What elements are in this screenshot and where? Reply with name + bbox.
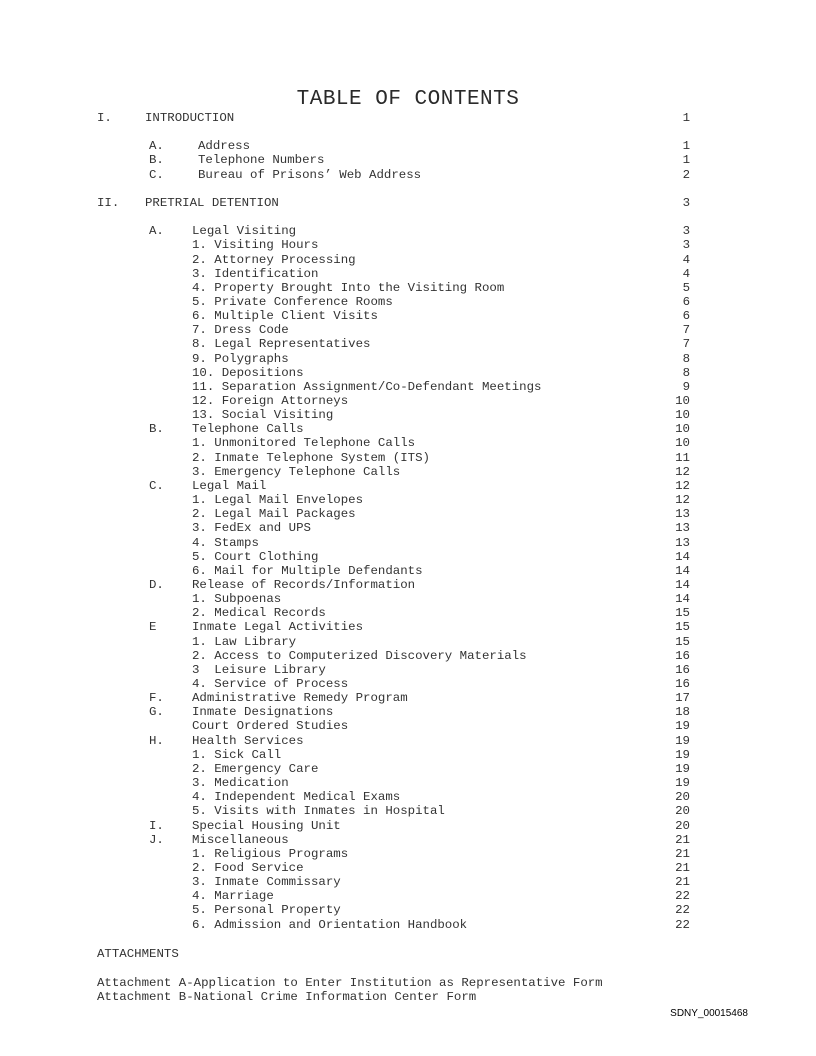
toc-subsection-row	[0, 819, 816, 833]
toc-page-number: 13	[675, 507, 690, 522]
toc-page-number: 6	[682, 309, 690, 324]
bates-number: SDNY_00015468	[670, 1008, 748, 1019]
toc-page-number: 16	[675, 662, 690, 677]
toc-topic-row	[0, 889, 816, 903]
toc-topic-row	[0, 564, 816, 578]
topic-title: 5. Private Conference Rooms	[192, 294, 393, 309]
section-number: II.	[97, 195, 120, 210]
toc-page-number: 15	[675, 606, 690, 621]
subsection-title: Legal Visiting	[192, 224, 297, 239]
toc-topic-row	[0, 507, 816, 521]
subsection-letter: A.	[149, 224, 164, 239]
topic-title: 1. Law Library	[192, 634, 297, 649]
toc-page-number: 17	[675, 691, 690, 706]
toc-topic-row	[0, 493, 816, 507]
topic-title: 5. Personal Property	[192, 903, 341, 918]
toc-page-number: 22	[675, 903, 690, 918]
toc-page-number: 13	[675, 521, 690, 536]
toc-topic-row	[0, 295, 816, 309]
attachment-item: Attachment A-Application to Enter Institution as Representative Form	[97, 976, 603, 990]
toc-page-number: 20	[675, 790, 690, 805]
topic-title: 10. Depositions	[192, 365, 304, 380]
subsection-letter: E	[149, 620, 157, 635]
topic-title: 2. Access to Computerized Discovery Materials	[192, 648, 527, 663]
topic-title: 5. Visits with Inmates in Hospital	[192, 804, 445, 819]
toc-topic-row	[0, 550, 816, 564]
topic-title: 12. Foreign Attorneys	[192, 394, 349, 408]
toc-page-number: 1	[682, 139, 690, 154]
toc-topic-row	[0, 253, 816, 267]
subsection-letter: I.	[149, 818, 164, 833]
toc-page-number: 19	[675, 776, 690, 791]
subsection-title: Address	[198, 139, 251, 154]
toc-page-number: 2	[682, 167, 690, 182]
topic-title: 1. Legal Mail Envelopes	[192, 493, 364, 508]
toc-topic-row	[0, 366, 816, 380]
toc-topic-row	[0, 536, 816, 550]
topic-title: 4. Stamps	[192, 535, 259, 550]
toc-page-number: 22	[675, 889, 690, 904]
toc-topic-row	[0, 394, 816, 408]
toc-topic-row	[0, 861, 816, 875]
toc-topic-row	[0, 592, 816, 606]
toc-topic-row	[0, 238, 816, 252]
subsection-title: Telephone Numbers	[198, 153, 325, 168]
toc-topic-row	[0, 323, 816, 337]
toc-topic-row	[0, 635, 816, 649]
attachments-heading-row	[0, 947, 816, 961]
toc-page-number: 6	[682, 294, 690, 309]
subsection-letter: A.	[149, 139, 164, 154]
toc-page-number: 22	[675, 917, 690, 932]
topic-title: 7. Dress Code	[192, 323, 289, 338]
toc-topic-row	[0, 337, 816, 351]
toc-page-number: 12	[675, 478, 690, 493]
toc-page-number: 16	[675, 648, 690, 663]
topic-title: 3. Medication	[192, 776, 289, 791]
subsection-title: Special Housing Unit	[192, 818, 341, 833]
topic-title: 3. Inmate Commissary	[192, 875, 341, 890]
attachment-item: Attachment B-National Crime Information Center Form	[97, 990, 477, 1005]
toc-topic-row	[0, 309, 816, 323]
toc-page-number: 1	[682, 153, 690, 168]
toc-topic-row	[0, 776, 816, 790]
toc-page-number: 21	[675, 875, 690, 890]
toc-page-number: 19	[675, 761, 690, 776]
subsection-letter: J.	[149, 832, 164, 847]
toc-page-number: 7	[682, 337, 690, 352]
toc-topic-row	[0, 762, 816, 776]
toc-topic-row	[0, 521, 816, 535]
toc-page-number: 10	[675, 436, 690, 451]
toc-topic-row	[0, 875, 816, 889]
toc-page-number: 19	[675, 747, 690, 762]
toc-section-row	[0, 196, 816, 210]
toc-subsection-row	[0, 620, 816, 634]
toc-page-number: 10	[675, 394, 690, 408]
toc-section-row	[0, 111, 816, 125]
toc-subsection-row	[0, 833, 816, 847]
topic-title: 2. Medical Records	[192, 606, 326, 621]
toc-page-number: 19	[675, 719, 690, 734]
topic-title: 4. Property Brought Into the Visiting Room	[192, 280, 505, 295]
toc-topic-row	[0, 663, 816, 677]
topic-title: 1. Religious Programs	[192, 846, 349, 861]
topic-title: 4. Marriage	[192, 889, 274, 904]
toc-topic-row	[0, 649, 816, 663]
toc-page-number: 21	[675, 846, 690, 861]
topic-title: 6. Multiple Client Visits	[192, 309, 378, 324]
topic-title: 3. Identification	[192, 266, 319, 281]
toc-topic-row	[0, 281, 816, 295]
topic-title: 3 Leisure Library	[192, 662, 326, 677]
subsection-title: Legal Mail	[192, 478, 267, 493]
subsection-title: Miscellaneous	[192, 832, 289, 847]
topic-title: 13. Social Visiting	[192, 408, 334, 423]
toc-page-number: 21	[675, 832, 690, 847]
toc-page-number: 11	[675, 450, 690, 465]
toc-page-number: 20	[675, 818, 690, 833]
toc-topic-row	[0, 677, 816, 691]
toc-topic-row	[0, 804, 816, 818]
toc-subsection-row	[0, 139, 816, 153]
toc-page-number: 13	[675, 535, 690, 550]
toc-page-number: 10	[675, 422, 690, 437]
topic-title: 2. Food Service	[192, 860, 304, 875]
toc-page-number: 12	[675, 464, 690, 479]
toc-page-number: 4	[682, 266, 690, 281]
toc-page-number: 15	[675, 634, 690, 649]
subsection-letter: D.	[149, 577, 164, 592]
toc-topic-row	[0, 465, 816, 479]
topic-title: 3. FedEx and UPS	[192, 521, 311, 536]
toc-page-number: 10	[675, 408, 690, 423]
attachments-heading: ATTACHMENTS	[97, 947, 179, 961]
topic-title: 6. Mail for Multiple Defendants	[192, 563, 423, 578]
toc-topic-row	[0, 918, 816, 932]
topic-title: 6. Admission and Orientation Handbook	[192, 917, 468, 932]
toc-subsection-row	[0, 578, 816, 592]
toc-topic-row	[0, 408, 816, 422]
toc-page-number: 14	[675, 577, 690, 592]
toc-page-number: 9	[682, 379, 690, 394]
topic-title: 2. Attorney Processing	[192, 252, 356, 267]
topic-title: 1. Unmonitored Telephone Calls	[192, 436, 416, 451]
toc-topic-row	[0, 267, 816, 281]
toc-topic-row	[0, 436, 816, 450]
toc-page-number: 15	[675, 620, 690, 635]
subsection-title: Inmate Designations	[192, 705, 334, 720]
subsection-letter: B.	[149, 422, 164, 437]
toc-page-number: 12	[675, 493, 690, 508]
subsection-letter: C.	[149, 478, 164, 493]
subsection-title: Telephone Calls	[192, 422, 304, 437]
toc-page-number: 3	[682, 238, 690, 253]
toc-page-number: 8	[682, 365, 690, 380]
topic-title: 2. Inmate Telephone System (ITS)	[192, 450, 430, 465]
toc-page-number: 21	[675, 860, 690, 875]
toc-page-number: 14	[675, 592, 690, 607]
subsection-title: Administrative Remedy Program	[192, 691, 408, 706]
toc-topic-row	[0, 903, 816, 917]
toc-subsection-row	[0, 734, 816, 748]
toc-subsection-row	[0, 705, 816, 719]
toc-page-number: 20	[675, 804, 690, 819]
attachment-row	[0, 990, 816, 1004]
toc-topic-row	[0, 847, 816, 861]
toc-topic-row	[0, 352, 816, 366]
subsection-title: Inmate Legal Activities	[192, 620, 364, 635]
toc-page-number: 3	[682, 195, 690, 210]
topic-title: 9. Polygraphs	[192, 351, 289, 366]
toc-page-number: 5	[682, 280, 690, 295]
toc-topic-row	[0, 451, 816, 465]
topic-title: 2. Emergency Care	[192, 761, 319, 776]
toc-subsection-row	[0, 479, 816, 493]
topic-title: 1. Visiting Hours	[192, 238, 319, 253]
toc-page-number: 4	[682, 252, 690, 267]
toc-subsection-row	[0, 168, 816, 182]
toc-page-number: 1	[682, 111, 690, 125]
toc-subsection-row	[0, 691, 816, 705]
topic-title: 2. Legal Mail Packages	[192, 507, 356, 522]
toc-page-number: 3	[682, 224, 690, 239]
toc-page-number: 8	[682, 351, 690, 366]
subsection-title: Release of Records/Information	[192, 577, 416, 592]
topic-title: 11. Separation Assignment/Co-Defendant Meetings	[192, 379, 542, 394]
toc-topic-row	[0, 606, 816, 620]
section-number: I.	[97, 111, 112, 125]
toc-subsection-row	[0, 422, 816, 436]
subsection-letter: G.	[149, 705, 164, 720]
section-title: PRETRIAL DETENTION	[145, 195, 279, 210]
toc-page-number: 19	[675, 733, 690, 748]
topic-title: 5. Court Clothing	[192, 549, 319, 564]
toc-topic-row	[0, 719, 816, 733]
topic-title: 1. Sick Call	[192, 747, 282, 762]
toc-topic-row	[0, 748, 816, 762]
toc-page-number: 16	[675, 677, 690, 691]
toc-topic-row	[0, 380, 816, 394]
subsection-title: Bureau of Prisons’ Web Address	[198, 167, 422, 182]
topic-title: Court Ordered Studies	[192, 719, 349, 734]
toc-page-number: 7	[682, 323, 690, 338]
page-title: TABLE OF CONTENTS	[296, 88, 520, 111]
toc-page-number: 14	[675, 549, 690, 564]
topic-title: 1. Subpoenas	[192, 592, 282, 607]
subsection-letter: C.	[149, 167, 164, 182]
toc-topic-row	[0, 790, 816, 804]
subsection-title: Health Services	[192, 733, 304, 748]
topic-title: 8. Legal Representatives	[192, 337, 371, 352]
topic-title: 3. Emergency Telephone Calls	[192, 464, 401, 479]
toc-page-number: 18	[675, 705, 690, 720]
topic-title: 4. Service of Process	[192, 677, 349, 691]
toc-subsection-row	[0, 153, 816, 167]
subsection-letter: F.	[149, 691, 164, 706]
topic-title: 4. Independent Medical Exams	[192, 790, 401, 805]
subsection-letter: H.	[149, 733, 164, 748]
toc-page-number: 14	[675, 563, 690, 578]
attachment-row	[0, 976, 816, 990]
toc-subsection-row	[0, 224, 816, 238]
subsection-letter: B.	[149, 153, 164, 168]
section-title: INTRODUCTION	[145, 111, 235, 125]
